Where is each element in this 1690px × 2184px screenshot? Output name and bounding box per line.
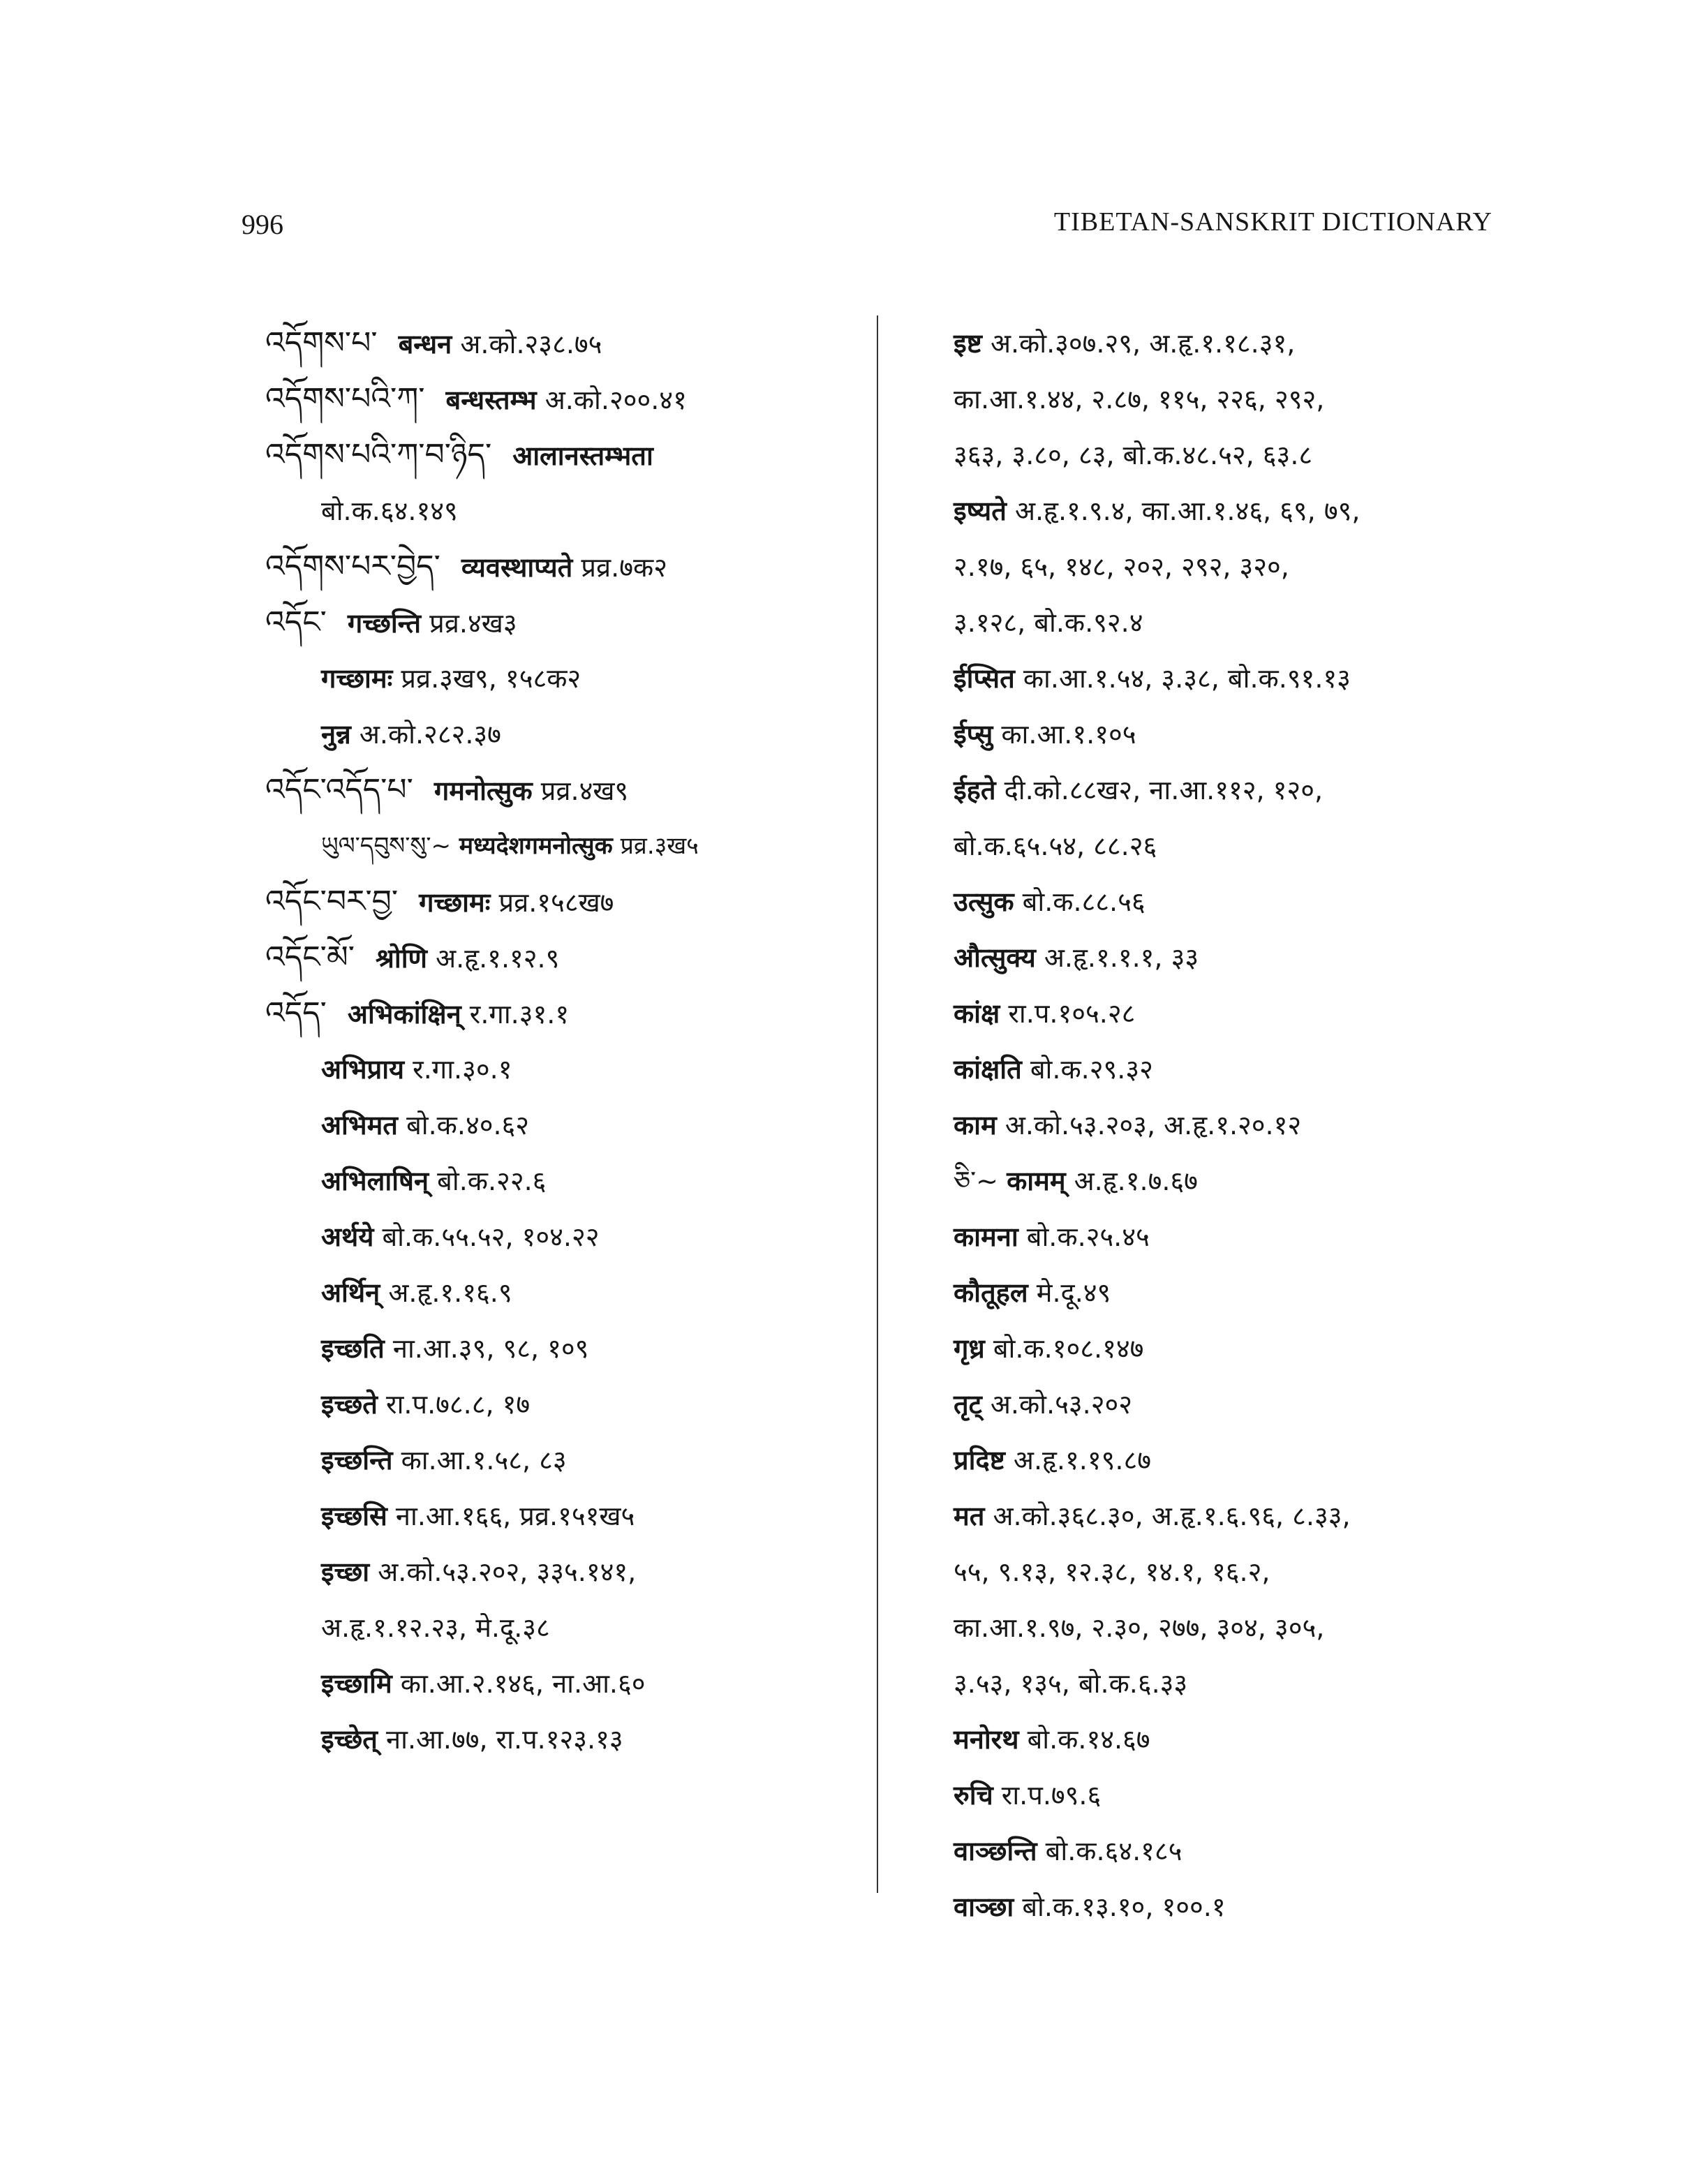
page-number: 996 bbox=[242, 209, 283, 240]
sanskrit-term: गच्छन्ति bbox=[347, 608, 422, 639]
sanskrit-term: बन्धस्तम्भ bbox=[445, 385, 537, 415]
entry-line bbox=[265, 427, 866, 483]
entry-line bbox=[954, 595, 1526, 651]
entry-line bbox=[265, 1600, 866, 1656]
sanskrit-term: उत्सुक bbox=[954, 886, 1014, 917]
entry-line bbox=[954, 1376, 1526, 1432]
entry-line bbox=[265, 930, 866, 986]
sanskrit-term: मत bbox=[954, 1501, 985, 1531]
entry-line bbox=[954, 1209, 1526, 1265]
source-refs: रा.प.७९.६ bbox=[993, 1780, 1102, 1811]
tibetan-phrase: ཡུལ་དབུས་སུ་~ bbox=[321, 832, 451, 860]
sanskrit-term: काम bbox=[954, 1110, 997, 1141]
entry-line bbox=[954, 651, 1526, 706]
source-refs: अ.को.५३.२०२, ३३५.१४१, bbox=[369, 1557, 637, 1587]
source-refs: ३.१२८, बो.क.९२.४ bbox=[954, 607, 1143, 638]
entry-line bbox=[954, 1265, 1526, 1321]
source-refs: का.आ.१.४४, २.८७, ११५, २२६, २९२, bbox=[954, 384, 1325, 415]
source-refs: ३.५३, १३५, बो.क.६.३३ bbox=[954, 1668, 1188, 1699]
sanskrit-term: प्रदिष्ट bbox=[954, 1445, 1005, 1476]
sanskrit-term: बन्धन bbox=[398, 329, 452, 359]
source-refs: ना.आ.३९, ९८, १०९ bbox=[384, 1333, 589, 1364]
source-refs: ना.आ.७७, रा.प.१२३.१३ bbox=[377, 1724, 623, 1755]
sanskrit-term: अभिमत bbox=[321, 1110, 398, 1141]
source-refs: रा.प.१०५.२८ bbox=[1000, 998, 1136, 1029]
entry-line bbox=[954, 315, 1526, 371]
sanskrit-term: रुचि bbox=[954, 1780, 993, 1811]
entry-line bbox=[265, 986, 866, 1041]
tibetan-prefix: ཅི་~ bbox=[954, 1166, 1007, 1196]
sanskrit-term: इच्छेत् bbox=[321, 1724, 378, 1755]
source-refs: मे.दू.४९ bbox=[1028, 1277, 1111, 1308]
source-refs: बो.क.२२.६ bbox=[429, 1166, 547, 1196]
tibetan-headword: འདོང་བར་བྱ་ bbox=[265, 884, 399, 919]
source-refs: प्रव्र.४ख३ bbox=[421, 608, 517, 639]
sanskrit-term: मनोरथ bbox=[954, 1724, 1019, 1755]
entry-line bbox=[265, 762, 866, 818]
sanskrit-term: व्यवस्थाप्यते bbox=[461, 552, 573, 583]
tibetan-headword: འདོང་འདོད་པ་ bbox=[265, 772, 413, 808]
source-refs: बो.क.२९.३२ bbox=[1021, 1054, 1153, 1085]
tibetan-headword: འདོགས་པར་བྱེད་ bbox=[265, 549, 440, 584]
source-refs: अ.को.५३.२०२ bbox=[981, 1389, 1132, 1420]
entry-line bbox=[265, 371, 866, 427]
entry-line bbox=[954, 427, 1526, 483]
sanskrit-term: अभिकांक्षिन् bbox=[347, 999, 461, 1030]
entry-line bbox=[265, 1432, 866, 1488]
source-refs: अ.को.२८२.३७ bbox=[350, 719, 501, 750]
running-title: TIBETAN-SANSKRIT DICTIONARY bbox=[1053, 207, 1492, 237]
source-refs: प्रव्र.४ख९ bbox=[532, 775, 629, 806]
sanskrit-term: ईप्सित bbox=[954, 663, 1015, 694]
source-refs: ना.आ.१६६, प्रव्र.१५१ख५ bbox=[387, 1501, 635, 1531]
left-column bbox=[265, 315, 866, 1767]
sanskrit-term: कांक्षति bbox=[954, 1054, 1022, 1085]
entry-line bbox=[954, 1767, 1526, 1823]
source-refs: ३६३, ३.८०, ८३, बो.क.४८.५२, ६३.८ bbox=[954, 440, 1313, 470]
entry-line bbox=[954, 539, 1526, 595]
entry-line bbox=[265, 1711, 866, 1767]
source-refs: बो.क.६५.५४, ८८.२६ bbox=[954, 831, 1157, 861]
source-refs: बो.क.१४.६७ bbox=[1018, 1724, 1150, 1755]
tibetan-headword: འདོགས་པའི་ཀ་ bbox=[265, 381, 425, 417]
entry-line bbox=[265, 1209, 866, 1265]
entry-line bbox=[954, 706, 1526, 762]
entry-line bbox=[265, 874, 866, 930]
entry-line bbox=[265, 1041, 866, 1097]
source-refs: अ.हृ.१.७.६७ bbox=[1065, 1166, 1198, 1196]
sanskrit-term: औत्सुक्य bbox=[954, 942, 1036, 973]
entry-line bbox=[265, 315, 866, 371]
entry-line bbox=[954, 1600, 1526, 1656]
entry-line bbox=[265, 651, 866, 706]
entry-line bbox=[954, 1544, 1526, 1600]
right-column bbox=[954, 315, 1526, 1935]
source-refs: अ.को.३०७.२९, अ.हृ.१.१८.३१, bbox=[981, 328, 1296, 359]
source-refs: प्रव्र.७क२ bbox=[572, 552, 667, 583]
source-refs: र.गा.३१.१ bbox=[461, 999, 570, 1030]
entry-line bbox=[954, 1711, 1526, 1767]
sanskrit-term: अर्थिन् bbox=[321, 1277, 380, 1308]
sanskrit-term: आलानस्तम्भता bbox=[512, 440, 653, 471]
source-refs: बो.क.८८.५६ bbox=[1014, 886, 1146, 917]
source-refs: अ.को.५३.२०३, अ.हृ.१.२०.१२ bbox=[996, 1110, 1302, 1141]
source-refs: बो.क.४०.६२ bbox=[397, 1110, 530, 1141]
sanskrit-term: ईहते bbox=[954, 775, 996, 805]
entry-line bbox=[954, 1432, 1526, 1488]
source-refs: का.आ.२.१४६, ना.आ.६० bbox=[392, 1668, 646, 1699]
tibetan-headword: འདོགས་པའི་ཀ་བ་ཉིད་ bbox=[265, 437, 492, 473]
source-refs: बो.क.५५.५२, १०४.२२ bbox=[373, 1221, 600, 1252]
sanskrit-term: तृट् bbox=[954, 1389, 982, 1420]
source-refs: दी.को.८८ख२, ना.आ.११२, १२०, bbox=[995, 775, 1324, 805]
source-refs: ५५, ९.१३, १२.३८, १४.१, १६.२, bbox=[954, 1557, 1270, 1587]
source-refs: प्रव्र.३ख९, १५८क२ bbox=[392, 663, 581, 694]
tibetan-headword: འདོང་མོ་ bbox=[265, 939, 355, 975]
sanskrit-term: गृध्र bbox=[954, 1333, 985, 1364]
entry-line bbox=[265, 1544, 866, 1600]
entry-line bbox=[265, 818, 866, 874]
source-refs: बो.क.१०८.१४७ bbox=[984, 1333, 1144, 1364]
source-refs: प्रव्र.१५८ख७ bbox=[490, 887, 614, 918]
source-refs: अ.को.२३८.७५ bbox=[452, 329, 602, 359]
tibetan-headword: འདོད་ bbox=[265, 995, 327, 1031]
sanskrit-term: कामम् bbox=[1007, 1166, 1066, 1196]
sanskrit-term: इच्छामि bbox=[321, 1668, 392, 1699]
sanskrit-term: इष्ट bbox=[954, 328, 982, 359]
entry-line bbox=[954, 762, 1526, 818]
sanskrit-term: ईप्सु bbox=[954, 719, 993, 750]
entry-line bbox=[265, 1376, 866, 1432]
sanskrit-term: अर्थये bbox=[321, 1221, 374, 1252]
entry-line bbox=[265, 1656, 866, 1711]
sanskrit-term: अभिलाषिन् bbox=[321, 1166, 429, 1196]
source-refs: रा.प.७८.८, १७ bbox=[377, 1389, 531, 1420]
entry-line bbox=[265, 595, 866, 651]
entry-line bbox=[265, 539, 866, 595]
sanskrit-term: वाञ्छन्ति bbox=[954, 1836, 1037, 1866]
tibetan-headword: འདོགས་པ་ bbox=[265, 325, 378, 361]
sanskrit-term: मध्यदेशगमनोत्सुक bbox=[450, 832, 613, 860]
column-divider bbox=[877, 315, 878, 1893]
entry-line bbox=[954, 1041, 1526, 1097]
sanskrit-term: इच्छति bbox=[321, 1333, 385, 1364]
entry-line bbox=[954, 1153, 1526, 1209]
entry-line bbox=[265, 1488, 866, 1544]
entry-line bbox=[265, 706, 866, 762]
source-refs: बो.क.१३.१०, १००.१ bbox=[1014, 1892, 1226, 1922]
entry-line bbox=[265, 1153, 866, 1209]
source-refs: बो.क.६४.१८५ bbox=[1037, 1836, 1183, 1866]
source-refs: का.आ.१.१०५ bbox=[993, 719, 1136, 750]
sanskrit-term: नुन्न bbox=[321, 719, 351, 750]
source-refs: अ.हृ.१.१.१, ३३ bbox=[1035, 942, 1199, 973]
sanskrit-term: इच्छा bbox=[321, 1557, 370, 1587]
entry-line bbox=[954, 1823, 1526, 1879]
sanskrit-term: गच्छामः bbox=[419, 887, 491, 918]
entry-line bbox=[954, 930, 1526, 986]
sanskrit-term: अभिप्राय bbox=[321, 1054, 405, 1085]
sanskrit-term: इच्छते bbox=[321, 1389, 378, 1420]
entry-line bbox=[954, 1656, 1526, 1711]
source-refs: बो.क.२५.४५ bbox=[1018, 1221, 1150, 1252]
entry-line bbox=[954, 986, 1526, 1041]
source-refs: २.१७, ६५, १४८, २०२, २९२, ३२०, bbox=[954, 551, 1289, 582]
sanskrit-term: वाञ्छा bbox=[954, 1892, 1014, 1922]
entry-line bbox=[954, 1879, 1526, 1935]
entry-line bbox=[954, 1321, 1526, 1376]
source-refs: अ.को.३६८.३०, अ.हृ.१.६.९६, ८.३३, bbox=[984, 1501, 1351, 1531]
sanskrit-term: कौतूहल bbox=[954, 1277, 1028, 1308]
source-refs: अ.हृ.१.१६.९ bbox=[380, 1277, 512, 1308]
entry-line bbox=[265, 483, 866, 539]
entry-line bbox=[265, 1097, 866, 1153]
source-refs: का.आ.१.९७, २.३०, २७७, ३०४, ३०५, bbox=[954, 1612, 1325, 1643]
source-refs: अ.को.२००.४१ bbox=[536, 385, 687, 415]
source-refs: बो.क.६४.१४९ bbox=[321, 496, 458, 526]
source-refs: र.गा.३०.१ bbox=[404, 1054, 512, 1085]
sanskrit-term: गमनोत्सुक bbox=[433, 775, 533, 806]
sanskrit-term: कांक्ष bbox=[954, 998, 1000, 1029]
source-refs: अ.हृ.१.९.४, का.आ.१.४६, ६९, ७९, bbox=[1006, 496, 1361, 526]
sanskrit-term: इच्छसि bbox=[321, 1501, 387, 1531]
entry-line bbox=[954, 483, 1526, 539]
source-refs: अ.हृ.१.१९.८७ bbox=[1005, 1445, 1151, 1476]
source-refs: का.आ.१.५४, ३.३८, बो.क.९१.१३ bbox=[1014, 663, 1351, 694]
entry-line bbox=[265, 1321, 866, 1376]
sanskrit-term: इच्छन्ति bbox=[321, 1445, 393, 1476]
sanskrit-term: कामना bbox=[954, 1221, 1018, 1252]
sanskrit-term: गच्छामः bbox=[321, 663, 393, 694]
source-refs: अ.हृ.१.१२.९ bbox=[427, 943, 560, 974]
entry-line bbox=[954, 818, 1526, 874]
source-refs: अ.हृ.१.१२.२३, मे.दू.३८ bbox=[321, 1612, 550, 1643]
entry-line bbox=[954, 1488, 1526, 1544]
entry-line bbox=[954, 874, 1526, 930]
source-refs: का.आ.१.५८, ८३ bbox=[392, 1445, 567, 1476]
entry-line bbox=[265, 1265, 866, 1321]
tibetan-headword: འདོང་ bbox=[265, 604, 327, 640]
source-refs: प्रव्र.३ख५ bbox=[612, 832, 699, 860]
sanskrit-term: इष्यते bbox=[954, 496, 1007, 526]
sanskrit-term: श्रोणि bbox=[375, 943, 428, 974]
entry-line bbox=[954, 1097, 1526, 1153]
entry-line bbox=[954, 371, 1526, 427]
